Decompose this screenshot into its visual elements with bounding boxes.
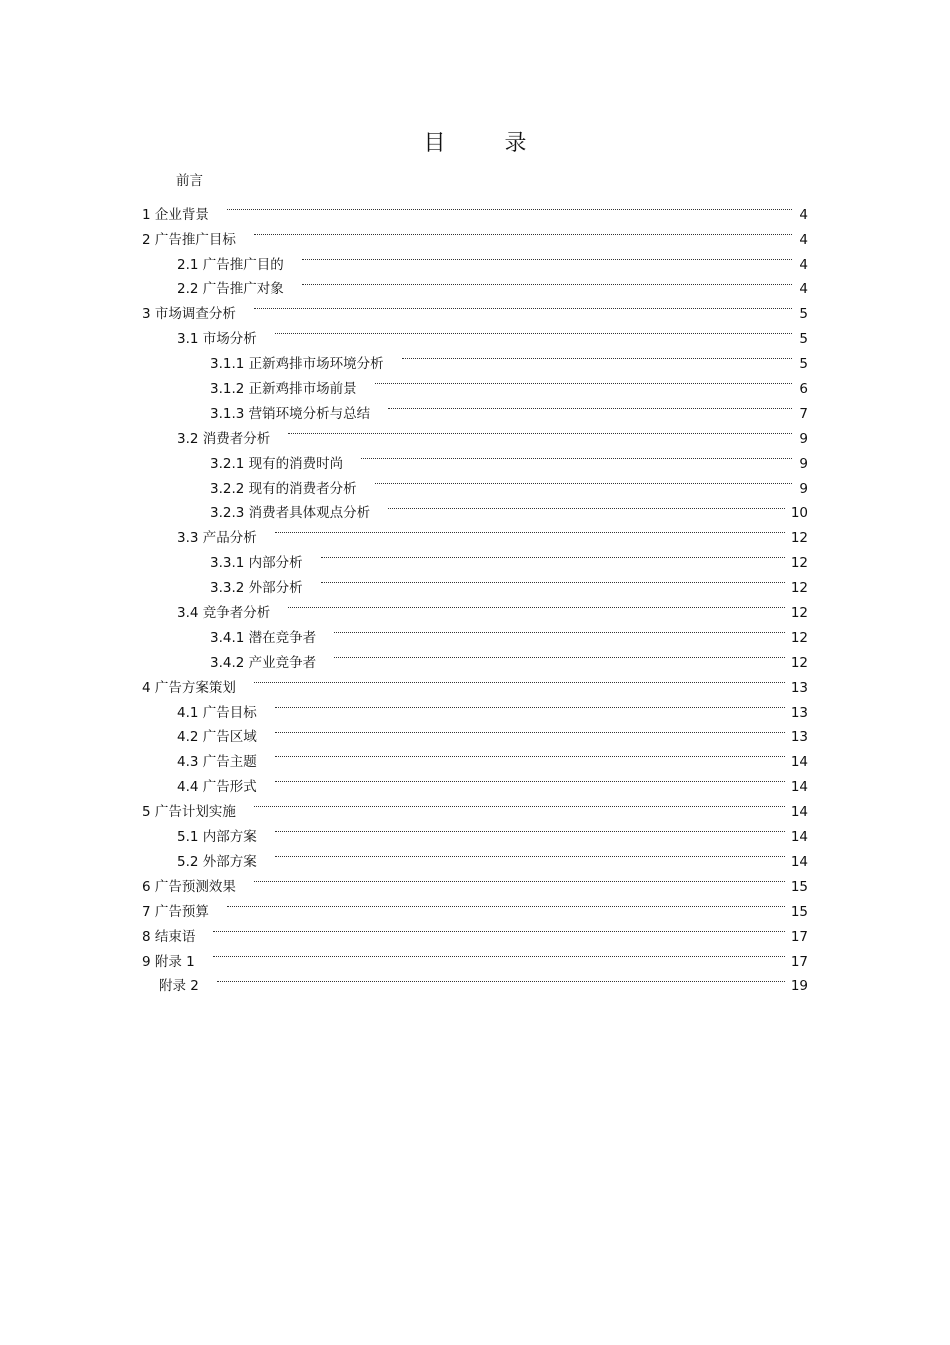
toc-dot-leader (275, 318, 792, 343)
toc-entry-page-number: 9 (799, 480, 808, 497)
toc-entry-label: 2 广告推广目标 (142, 231, 236, 248)
toc-dot-leader (275, 717, 785, 742)
toc-dot-leader (213, 941, 785, 966)
toc-entry-page-number: 4 (799, 231, 808, 248)
toc-dot-leader (321, 542, 785, 567)
toc-entry-page-number: 9 (799, 430, 808, 447)
toc-entry-label: 3 市场调查分析 (142, 306, 236, 323)
toc-entry-page-number: 19 (790, 978, 808, 995)
toc-entry[interactable] (142, 891, 808, 920)
toc-dot-leader (254, 791, 785, 816)
toc-dot-leader (375, 368, 792, 393)
toc-entry-page-number: 10 (790, 505, 808, 522)
toc-entry-page-number: 5 (799, 356, 808, 373)
toc-entry-label: 4.2 广告区域 (177, 729, 257, 746)
toc-entry-page-number: 12 (790, 530, 808, 547)
toc-entry-page-number: 5 (799, 331, 808, 348)
toc-entry[interactable] (142, 966, 808, 995)
toc-entry-label: 2.1 广告推广目的 (177, 256, 284, 273)
toc-entry-label: 3.2.2 现有的消费者分析 (210, 480, 357, 497)
toc-dot-leader (275, 741, 785, 766)
toc-dot-leader (275, 766, 785, 791)
toc-entry-page-number: 4 (799, 206, 808, 223)
toc-entry-page-number: 12 (790, 555, 808, 572)
toc-entry-page-number: 14 (790, 754, 808, 771)
toc-entry-label: 3.1.3 营销环境分析与总结 (210, 405, 371, 422)
toc-entry-page-number: 13 (790, 704, 808, 721)
toc-entry-page-number: 15 (790, 903, 808, 920)
toc-dot-leader (254, 866, 785, 891)
toc-entry-label: 6 广告预测效果 (142, 878, 236, 895)
toc-dot-leader (275, 517, 785, 542)
toc-entry-label: 3.3.2 外部分析 (210, 580, 303, 597)
toc-entry-label: 1 企业背景 (142, 206, 209, 223)
toc-entry-label: 5.2 外部方案 (177, 853, 257, 870)
toc-dot-leader (227, 194, 792, 219)
toc-dot-leader (254, 667, 785, 692)
toc-entry-label: 8 结束语 (142, 928, 196, 945)
toc-entry-page-number: 5 (799, 306, 808, 323)
toc-entry-label: 3.3 产品分析 (177, 530, 257, 547)
toc-entry-page-number: 15 (790, 878, 808, 895)
toc-entry-label: 3.1 市场分析 (177, 331, 257, 348)
toc-dot-leader (388, 393, 792, 418)
toc-entry-page-number: 12 (790, 605, 808, 622)
toc-dot-leader (254, 293, 792, 318)
toc-dot-leader (275, 841, 785, 866)
toc-dot-leader (213, 916, 784, 941)
toc-entry-label: 2.2 广告推广对象 (177, 281, 284, 298)
toc-entry-page-number: 4 (799, 281, 808, 298)
toc-entry-label: 5 广告计划实施 (142, 804, 236, 821)
toc-entry-label: 3.4.1 潜在竞争者 (210, 629, 317, 646)
toc-dot-leader (275, 692, 785, 717)
toc-entry[interactable] (142, 941, 808, 970)
toc-entry-label: 5.1 内部方案 (177, 829, 257, 846)
toc-entry-page-number: 7 (799, 405, 808, 422)
toc-dot-leader (217, 966, 785, 991)
toc-entry-page-number: 17 (790, 953, 808, 970)
toc-entry[interactable] (142, 692, 808, 721)
toc-entry[interactable] (142, 244, 808, 273)
toc-entry-label: 4 广告方案策划 (142, 679, 236, 696)
toc-entry[interactable] (142, 318, 808, 348)
toc-entry-label: 3.4 竞争者分析 (177, 605, 271, 622)
toc-entry-page-number: 14 (790, 804, 808, 821)
toc-entry-page-number: 14 (790, 779, 808, 796)
toc-entry-label: 4.3 广告主题 (177, 754, 257, 771)
toc-entry[interactable] (142, 916, 808, 945)
toc-entry-page-number: 14 (790, 829, 808, 846)
toc-entry-label: 前言 (176, 173, 203, 189)
toc-entry-label: 3.2.3 消费者具体观点分析 (210, 505, 371, 522)
toc-dot-leader (254, 219, 792, 244)
toc-entry[interactable] (142, 194, 808, 223)
toc-entry-label: 3.1.1 正新鸡排市场环境分析 (210, 356, 384, 373)
toc-entry-page-number: 13 (790, 729, 808, 746)
toc-entry-label: 4.4 广告形式 (177, 779, 257, 796)
toc-entry-label: 4.1 广告目标 (177, 704, 257, 721)
toc-entry-page-number: 12 (790, 580, 808, 597)
toc-entry-label: 3.1.2 正新鸡排市场前景 (210, 381, 357, 398)
toc-entry-label: 3.3.1 内部分析 (210, 555, 303, 572)
toc-entry[interactable] (142, 219, 808, 248)
toc-entry-page-number: 6 (799, 381, 808, 398)
toc-dot-leader (288, 592, 785, 617)
toc-dot-leader (288, 418, 792, 443)
toc-entry-page-number: 12 (790, 629, 808, 646)
toc-entry-page-number: 13 (790, 679, 808, 696)
toc-dot-leader (375, 468, 792, 493)
toc-dot-leader (302, 269, 792, 294)
toc-entry-label: 附录 2 (159, 978, 199, 995)
toc-dot-leader (334, 642, 785, 667)
toc-entry[interactable] (142, 169, 808, 194)
toc-dot-leader (361, 443, 792, 468)
toc-dot-leader (388, 493, 785, 518)
toc-entry-page-number: 14 (790, 853, 808, 870)
toc-entry-page-number: 9 (799, 455, 808, 472)
toc-entry-label: 9 附录 1 (142, 953, 195, 970)
toc-dot-leader (227, 891, 785, 916)
toc-dot-leader (402, 343, 792, 368)
toc-dot-leader (321, 567, 785, 592)
toc-title: 目 录 (423, 131, 553, 156)
toc-entry-label: 3.2 消费者分析 (177, 430, 271, 447)
toc-entry-page-number: 17 (790, 928, 808, 945)
toc-dot-leader (275, 816, 785, 841)
toc-entry[interactable] (142, 816, 808, 846)
table-of-contents (142, 169, 808, 995)
toc-dot-leader (334, 617, 785, 642)
toc-entry-label: 7 广告预算 (142, 903, 209, 920)
toc-entry-label: 3.4.2 产业竞争者 (210, 654, 317, 671)
toc-dot-leader (302, 244, 792, 269)
toc-entry-page-number: 12 (790, 654, 808, 671)
toc-entry-label: 3.2.1 现有的消费时尚 (210, 455, 344, 472)
toc-entry-page-number: 4 (799, 256, 808, 273)
